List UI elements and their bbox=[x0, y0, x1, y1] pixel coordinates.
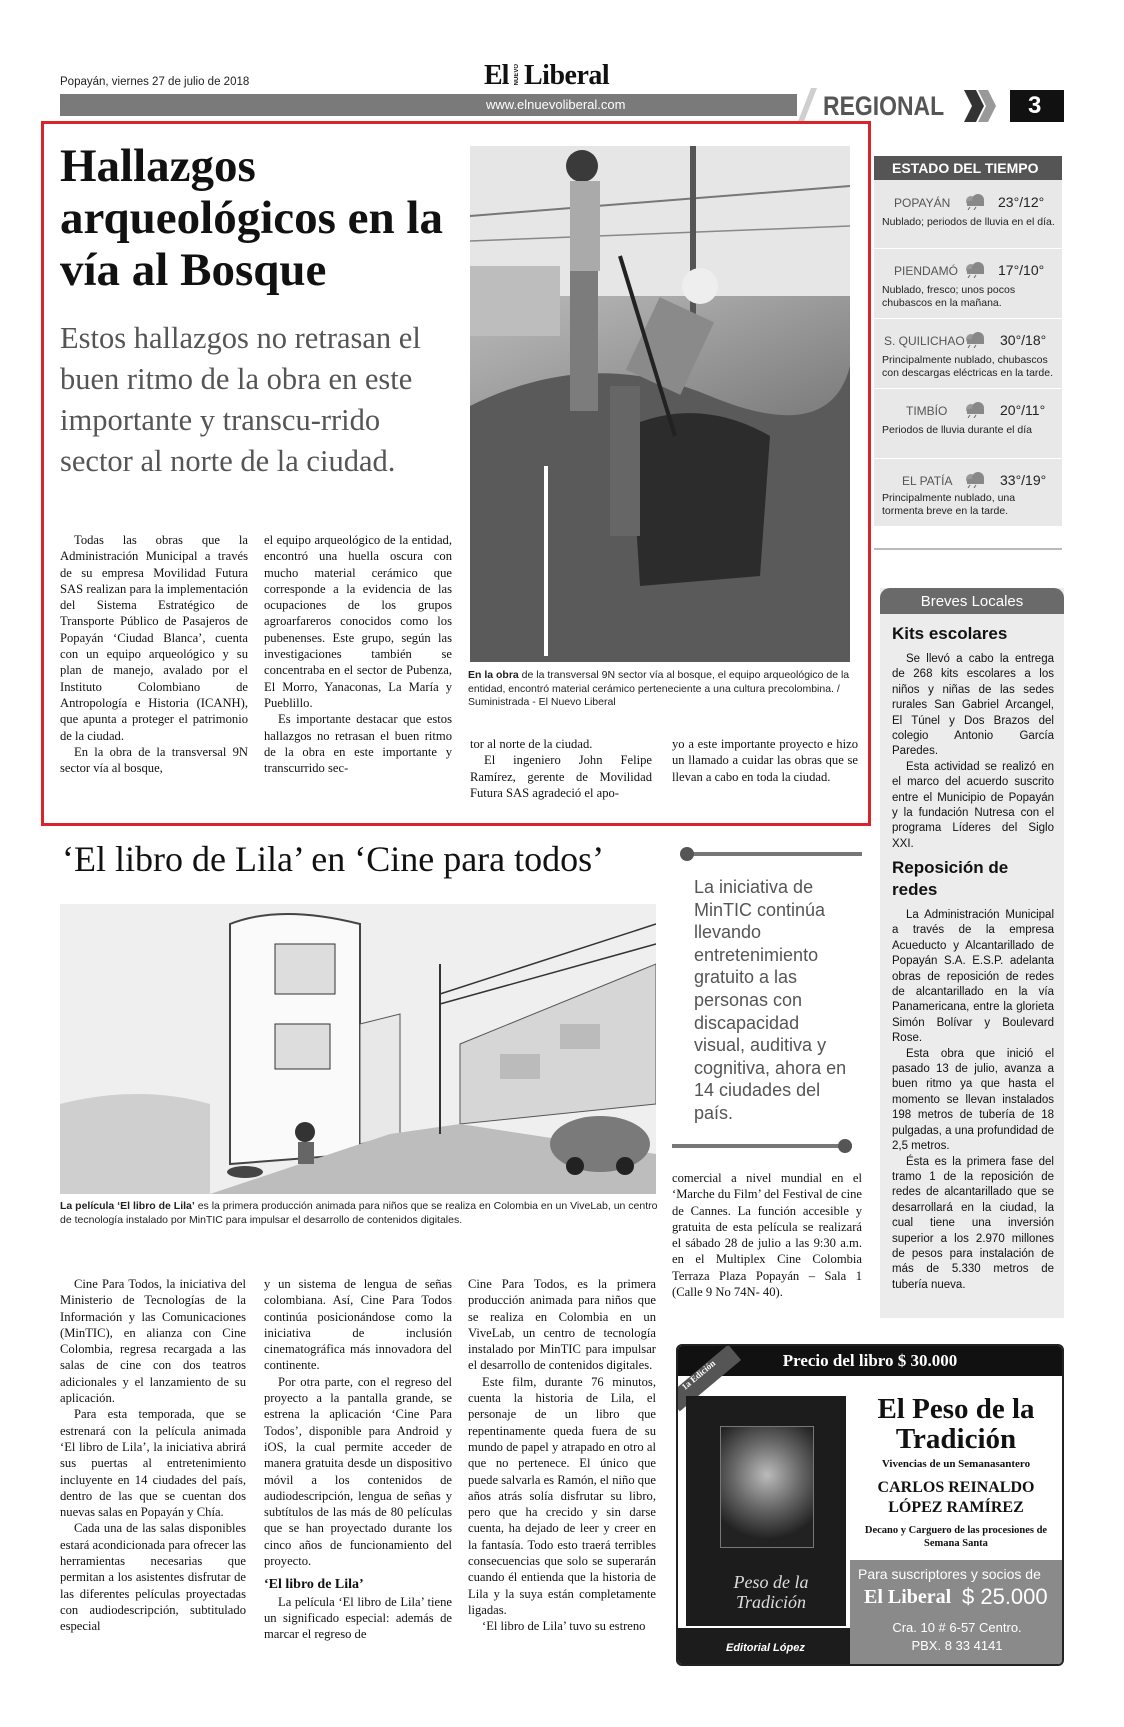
paragraph: Por otra parte, con el regreso del proyecto a la pantalla grande, se estrena la aplicación ‘Cine Para Todos’, disponible para Android y iOS, la cual permite acceder de manera gratuita desde un dispositivo móvil a los contenidos de audiodescripción, lengua de señas y subtítulos de las más de 80 películas que se han proyectado durante los cinco años de funcionamiento del proyecto. bbox=[264, 1374, 452, 1569]
weather-desc: Periodos de lluvia durante el día bbox=[882, 424, 1033, 436]
book-cover-art bbox=[720, 1426, 814, 1548]
logo-nuevo: NUEVO bbox=[514, 64, 520, 86]
ad-subscriber-price: $ 25.000 bbox=[962, 1584, 1048, 1609]
paragraph: El ingeniero John Felipe Ramírez, gerente de Movilidad Futura SAS agradeció el apo- bbox=[470, 753, 652, 800]
brief1-title: Kits escolares bbox=[892, 624, 1008, 643]
ad-author-role: Decano y Carguero de las procesiones de Semana Santa bbox=[864, 1525, 1048, 1549]
weather-item-timbio bbox=[874, 388, 1062, 459]
paragraph: Cine Para Todos, es la primera producción animada para niños que se realiza en Colombia en un ViveLab, un centro de tecnología instalado por MinTIC para impulsar el desarrollo de contenidos digitales. bbox=[468, 1277, 656, 1373]
book-cover bbox=[686, 1396, 846, 1626]
article2-col1 bbox=[60, 1276, 246, 1635]
ad-author: CARLOS REINALDO LÓPEZ RAMÍREZ bbox=[877, 1479, 1035, 1516]
paragraph: La Administración Municipal a través de la empresa Acueducto y Alcantarillado de Popayán S.A. E.S.P. adelanta obras de reposición de redes de alcantarillado en la vía Panamericana, entre la glorieta Simón Bolívar y Boulevard Rose. bbox=[892, 909, 1054, 1045]
caption-lead: En la obra bbox=[468, 669, 519, 681]
weather-city: PIENDAMÓ bbox=[894, 264, 959, 278]
briefs-header: Breves Locales bbox=[920, 593, 1024, 610]
paragraph: Este film, durante 76 minutos, cuenta la historia de Lila, el personaje de un libro que repentinamente queda fuera de su mundo de papel y atrapado en otro al que no pertenece. El único que puede salvarla es Ramón, el niño que años atrás solía disfrutar su libro, pero que ha crecido y sin darse cuenta, ha dejado de leer y creer en la fantasía. Todo esto traerá terribles consecuencias que solo se superarán cuando él entienda que la historia de Lila y la suya están completamente ligadas. bbox=[468, 1374, 656, 1617]
weather-title: ESTADO DEL TIEMPO bbox=[892, 160, 1039, 176]
article2-subhead: ‘El libro de Lila’ bbox=[264, 1577, 364, 1593]
article2-title: ‘El libro de Lila’ en ‘Cine para todos’ bbox=[62, 839, 605, 879]
cloud-rain-icon bbox=[962, 400, 988, 418]
pullquote: La iniciativa de MinTIC continúa llevando entretenimiento gratuito a las personas con discapacidad visual, auditiva y cognitiva, ahora en 14 ciudades del país. bbox=[694, 877, 847, 1123]
paragraph: Esta obra que inició el pasado 13 de julio, avanza a buen ritmo ya que hasta el momento se llevan instalados 198 metros de tubería de 18 pulgadas, a una profundidad de 2,5 metros. bbox=[892, 1047, 1054, 1153]
brief2-title: Reposición de redes bbox=[892, 858, 1009, 899]
paragraph: Se llevó a cabo la entrega de 268 kits escolares a los niños y niñas de las sedes rurales San Gabriel Arcangel, El Túnel y Dos Brazos del colegio Antonio García Paredes. bbox=[892, 653, 1054, 758]
logo-el: El bbox=[484, 60, 509, 91]
website-url[interactable]: www.elnuevoliberal.com bbox=[486, 97, 626, 112]
cloud-rain-icon bbox=[962, 470, 988, 488]
paragraph: Ésta es la primera fase del tramo 1 de la reposición de redes de alcantarillado que se desarrollará en la ciudad, la cual tiene una inversión superior a los 2.970 millones de pesos para instalación de más de 5.330 metros de tubería nueva. bbox=[892, 1155, 1054, 1291]
caption-text: es la primera producción animada para niños que se realiza en Colombia en un ViveLab, un centro de tecnología instalado por MinTIC para impulsar el desarrollo de contenidos digitales. bbox=[60, 1200, 658, 1226]
article2-col2 bbox=[264, 1276, 452, 1643]
weather-city: S. QUILICHAO bbox=[884, 334, 965, 348]
weather-divider bbox=[874, 548, 1062, 550]
paragraph: Todas las obras que la Administración Municipal a través de su empresa Movilidad Futura SAS realizan para la implementación del Sistema Estratégico de Transporte Público de Pasajeros de Popayán ‘Ciudad Blanca’, cuenta con un equipo arqueológico y su plan de manejo, avalado por el Instituto Colombiano de Antropología e Historia (ICANH), que apunta a proteger el patrimonio de la ciudad. bbox=[60, 533, 248, 743]
paragraph: yo a este importante proyecto e hizo un llamado a cuidar las obras que se llevan a cabo en toda la ciudad. bbox=[672, 737, 858, 784]
weather-item-popayan bbox=[874, 180, 1062, 249]
ad-phone: PBX. 8 33 4141 bbox=[911, 1638, 1003, 1653]
dateline: Popayán, viernes 27 de julio de 2018 bbox=[60, 76, 250, 88]
header-bar bbox=[60, 94, 797, 116]
paragraph: Cine Para Todos, la iniciativa del Ministerio de Tecnologías de la Información y las Comunicaciones (MinTIC), en alianza con Cine Colombia, regresa recargada a las salas de cine con dos teatros adicionales y el lanzamiento de su aplicación. bbox=[60, 1277, 246, 1406]
pullquote-top-dot bbox=[680, 847, 694, 861]
book-ad[interactable] bbox=[676, 1344, 1064, 1666]
ad-subscribers-text: Para suscriptores y socios de bbox=[858, 1566, 1041, 1582]
ad-logo: El Liberal bbox=[864, 1586, 952, 1608]
weather-temp: 17°/10° bbox=[998, 262, 1045, 278]
cloud-rain-icon bbox=[962, 192, 988, 210]
ad-book-title: El Peso de la Tradición bbox=[877, 1393, 1035, 1455]
excavation-photo bbox=[470, 146, 850, 662]
ad-publisher: Editorial López bbox=[726, 1642, 805, 1654]
weather-desc: Nublado; periodos de lluvia en el día. bbox=[882, 216, 1055, 228]
article1-photo-caption bbox=[468, 669, 852, 710]
weather-city: POPAYÁN bbox=[894, 196, 951, 210]
ad-price-banner: Precio del libro $ 30.000 bbox=[678, 1346, 1062, 1376]
weather-list bbox=[874, 180, 1062, 526]
caption-text: de la transversal 9N sector vía al bosque, el equipo arqueológico de la entidad, encontró material cerámico perteneciente a una cultura precolombina. / Suministrada - El Nuevo Liberal bbox=[468, 669, 850, 708]
brief2-body bbox=[892, 908, 1054, 1293]
article2-col3 bbox=[468, 1276, 656, 1635]
paragraph: Cada una de las salas disponibles estará acondicionada para ofrecer las herramientas necesarias que permitan a los asistentes disfrutar de las diferentes películas proyectadas con audiodescripción, subtitulado especial bbox=[60, 1521, 246, 1634]
ad-subscriber-panel bbox=[850, 1560, 1064, 1666]
weather-temp: 23°/12° bbox=[998, 194, 1045, 210]
weather-temp: 33°/19° bbox=[1000, 472, 1047, 488]
brief1-body bbox=[892, 652, 1054, 852]
excavation-illustration bbox=[470, 146, 850, 662]
weather-item-s-quilichao bbox=[874, 318, 1062, 389]
weather-item-piendamo bbox=[874, 248, 1062, 319]
page-number: 3 bbox=[1028, 92, 1042, 119]
article1-col4 bbox=[672, 736, 858, 785]
paragraph: y un sistema de lengua de señas colombiana. Así, Cine Para Todos continúa posicionándose como la iniciativa de inclusión cinematográfica más innovadora del continente. bbox=[264, 1277, 452, 1373]
ad-address: Cra. 10 # 6-57 Centro. bbox=[892, 1620, 1022, 1635]
paragraph: En la obra de la transversal 9N sector vía al bosque, bbox=[60, 744, 248, 776]
cloud-rain-icon bbox=[962, 330, 988, 348]
paragraph: ‘El libro de Lila’ tuvo su estreno bbox=[482, 1619, 646, 1634]
paragraph: Es importante destacar que estos hallazgos no retrasan el buen ritmo de la obra en este importante y transcurrido sec- bbox=[264, 712, 452, 776]
ad-book-subtitle: Vivencias de un Semanasantero bbox=[881, 1458, 1031, 1470]
ad-edition: 1a Edición bbox=[679, 1358, 718, 1392]
article1-col1 bbox=[60, 532, 248, 776]
paragraph: comercial a nivel mundial en el ‘Marche du Film’ del Festival de cine de Cannes. La función accesible y gratuita de esta película se realizará el sábado 28 de julio a las 9:30 a.m. en el Multiplex Cine Colombia Terraza Plaza Popayán – Sala 1 (Calle 9 No 74N- 40). bbox=[672, 1171, 862, 1300]
paragraph: La película ‘El libro de Lila’ tiene un significado especial: además de marcar el regreso de bbox=[264, 1594, 452, 1642]
paragraph: el equipo arqueológico de la entidad, encontró una huella oscura con mucho material cerámico que corresponde a la evidencia de las ocupaciones de los grupos agroarfareros conocidos como los pubenenses. Este grupo, según las investigaciones también se concentraba en el sector de Pubenza, El Morro, Yanaconas, La María y Pueblillo. bbox=[264, 533, 452, 710]
paragraph: Esta actividad se realizó en el marco del acuerdo suscrito entre el Municipio de Popayán y la fundación Nutresa con el programa Líderes del Siglo XXI. bbox=[892, 760, 1054, 850]
cloud-rain-icon bbox=[962, 260, 988, 278]
paragraph: Para esta temporada, que se estrenará con la película animada ‘El libro de Lila’, la iniciativa abrirá sus puertas al entretenimiento incluyente en 14 ciudades del país, dentro de las que se cuentan dos nuevas salas en Popayán y Chía. bbox=[60, 1407, 246, 1520]
pullquote-bottom-rule bbox=[672, 1144, 852, 1148]
article1-subtitle: Estos hallazgos no retrasan el buen ritmo de la obra en este importante y transcu-rrido sector al norte de la ciudad. bbox=[60, 321, 421, 478]
pullquote-top-rule bbox=[682, 852, 862, 856]
book-cover-title: Peso de la Tradición bbox=[733, 1572, 809, 1612]
paragraph: tor al norte de la ciudad. bbox=[470, 737, 593, 751]
article2-photo-caption bbox=[60, 1199, 660, 1227]
section-tab bbox=[797, 88, 967, 124]
weather-desc: Principalmente nublado, una tormenta breve en la tarde. bbox=[882, 492, 1016, 517]
weather-desc: Nublado, fresco; unos pocos chubascos en la mañana. bbox=[882, 284, 1016, 309]
street-scene-illustration bbox=[60, 904, 656, 1194]
weather-city: TIMBÍO bbox=[906, 404, 948, 418]
article2-side-col bbox=[672, 1170, 862, 1300]
weather-item-el-patia bbox=[874, 458, 1062, 526]
article1-col3 bbox=[470, 736, 652, 801]
section-label: REGIONAL bbox=[823, 91, 945, 121]
article1-title: Hallazgos arqueológicos en la vía al Bosque bbox=[60, 140, 443, 296]
logo-liberal: Liberal bbox=[524, 60, 610, 91]
article1-col2 bbox=[264, 532, 452, 776]
pullquote-bottom-dot bbox=[838, 1139, 852, 1153]
masthead-logo[interactable] bbox=[484, 60, 644, 92]
caption-lead: La película ‘El libro de Lila’ bbox=[60, 1200, 195, 1212]
weather-temp: 20°/11° bbox=[1000, 402, 1046, 418]
lila-illustration bbox=[60, 904, 656, 1194]
weather-desc: Principalmente nublado, chubascos con descargas eléctricas en la tarde. bbox=[882, 354, 1054, 379]
section-arrows bbox=[962, 90, 1004, 122]
weather-temp: 30°/18° bbox=[1000, 332, 1047, 348]
weather-city: EL PATÍA bbox=[902, 474, 953, 488]
